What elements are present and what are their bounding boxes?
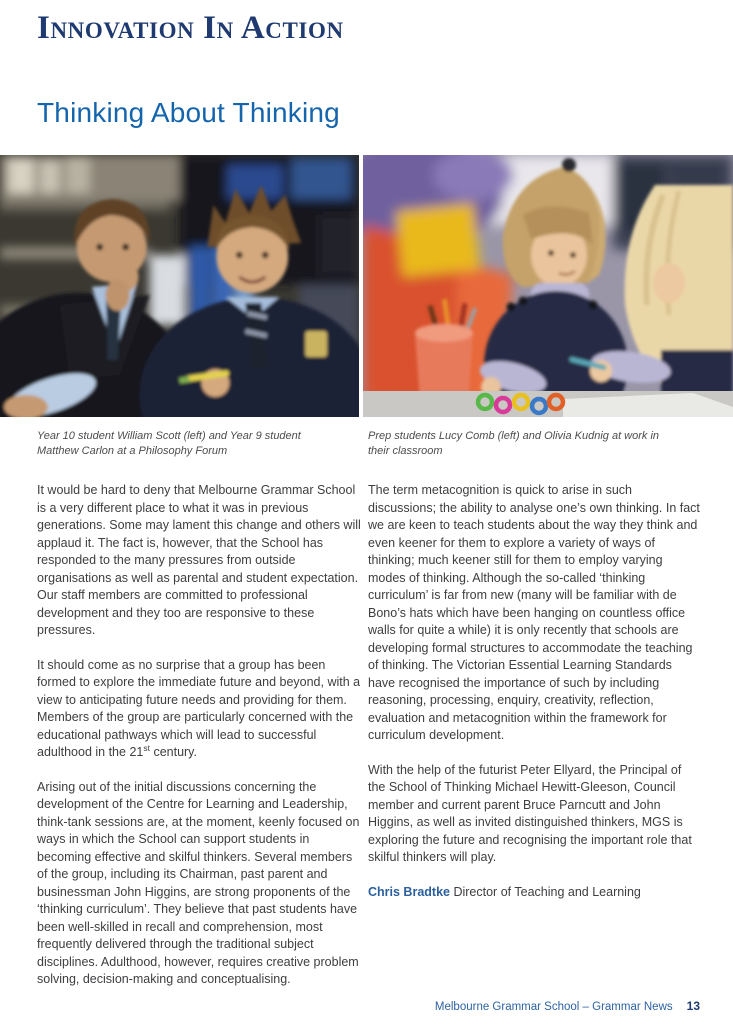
byline (368, 884, 702, 902)
page-footer (435, 999, 700, 1013)
photo-philosophy-forum (0, 155, 359, 417)
paragraph-text: century. (149, 745, 197, 759)
paragraph: With the help of the futurist Peter Ellyard, the Principal of the School of Thinking Michael Hewitt-Gleeson, Council member and current parent Bruce Parncutt and John Higgins, as well as invited distinguished thinkers, MGS is exploring the future and recognising the important role that skilful thinkers will play. (368, 762, 692, 864)
section-kicker: Innovation In Action (37, 10, 344, 46)
paragraph: Arising out of the initial discussions concerning the development of the Centre for Learning and Leadership, think-tank sessions are, at the moment, keenly focused on ways in which the School can support students in becoming effective and skilful thinkers. Several members of the group, including its Chairman, past parent and businessman John Higgins, are strong proponents of the ‘thinking curriculum’. They believe that past students have been well-skilled in recall and comprehension, most frequently delivered through the traditional subject disciplines. Adulthood, however, requires creative problem solving, decision-making and conceptualising. (37, 779, 360, 986)
byline-role: Director of Teaching and Learning (453, 884, 641, 899)
byline-name: Chris Bradtke (368, 884, 450, 899)
footer-publication: Melbourne Grammar School – Grammar News (434, 1001, 673, 1013)
photo-prep-classroom (363, 155, 733, 417)
article-column-left (37, 482, 362, 1006)
photo-row (0, 155, 733, 417)
ordinal-superscript: st (143, 742, 150, 753)
article-title: Thinking About Thinking (37, 97, 340, 128)
caption-prep-classroom: Prep students Lucy Comb (left) and Olivia Kudnig at work in their classroom (368, 430, 660, 457)
footer-page-number: 13 (686, 999, 700, 1013)
paragraph: It would be hard to deny that Melbourne Grammar School is a very different place to what it was in previous generations. Some may lament this change and others will applaud it. The fact is, however, that the School has responded to the many pressures from outside organisations as well as parental and student expectation. Our staff members are committed to professional development and they too are responsive to these pressures. (37, 483, 361, 637)
paragraph (37, 657, 362, 762)
article-column-right (368, 482, 702, 918)
paragraph-text: It should come as no surprise that a group has been formed to explore the immediate future and beyond, with a view to anticipating future needs and providing for them. Members of the group are particularly concerned with the educational pathways which will lead to successful adulthood in the 21 (37, 657, 361, 759)
caption-philosophy-forum: Year 10 student William Scott (left) and Year 9 student Matthew Carlon at a Philosophy Forum (37, 430, 301, 457)
paragraph: The term metacognition is quick to arise in such discussions; the ability to analyse one’s own thinking. In fact we are keen to teach students about the way they think and even keener for them to explore a variety of ways of thinking; much keener still for them to employ varying modes of thinking. Although the so-called ‘thinking curriculum’ is far from new (many will be familiar with de Bono’s hats which have been hanging on countless office walls for quite a while) it is only recently that schools are developing formal structures to accommodate the teaching of thinking. The Victorian Essential Learning Standards have recognised the importance of such by including reasoning, processing, enquiry, creativity, reflection, evaluation and metacognition within the framework for curriculum development. (368, 483, 700, 742)
